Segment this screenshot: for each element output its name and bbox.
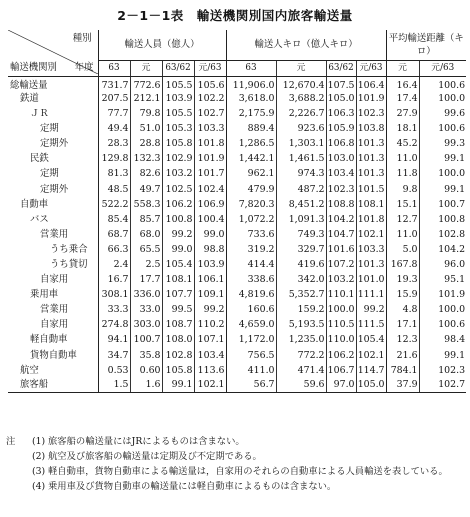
table-cell: 772.2	[276, 348, 326, 363]
table-cell: 106.1	[194, 272, 226, 287]
table-cell: 487.2	[276, 182, 326, 197]
note-item	[6, 449, 464, 464]
table-cell: 100.7	[130, 333, 162, 348]
table-cell: 96.0	[419, 257, 466, 272]
table-cell: 99.2	[194, 302, 226, 317]
table-cell: 104.2	[419, 242, 466, 257]
table-cell: 59.6	[276, 378, 326, 393]
table-cell: 274.8	[98, 318, 130, 333]
passenger-transport-table	[8, 30, 466, 393]
table-cell: 66.3	[98, 242, 130, 257]
corner-category-label: 種別	[72, 33, 92, 44]
table-cell: 56.7	[226, 378, 276, 393]
table-cell: 105.0	[356, 378, 386, 393]
table-cell: 101.8	[194, 136, 226, 151]
table-cell: 101.3	[356, 136, 386, 151]
table-cell: 105.4	[356, 333, 386, 348]
table-cell: 12,670.4	[276, 76, 326, 91]
table-cell: 160.6	[226, 302, 276, 317]
table-cell: 100.0	[419, 167, 466, 182]
note-prefix: 注	[6, 436, 16, 447]
table-cell: 784.1	[386, 363, 419, 378]
table-cell: 99.1	[419, 348, 466, 363]
row-label: 自家用	[40, 274, 69, 286]
table-cell: 48.5	[98, 182, 130, 197]
table-cell: 105.5	[162, 106, 194, 121]
table-cell: 107.5	[326, 76, 356, 91]
table-cell: 110.2	[194, 318, 226, 333]
table-cell: 81.3	[98, 167, 130, 182]
table-cell: 107.7	[162, 287, 194, 302]
notes-section	[6, 434, 464, 494]
table-cell: 207.5	[98, 91, 130, 106]
table-cell: 95.1	[419, 272, 466, 287]
table-cell: 1.5	[98, 378, 130, 393]
table-cell: 100.0	[419, 302, 466, 317]
table-cell: 103.8	[356, 121, 386, 136]
table-cell: 110.1	[326, 287, 356, 302]
table-cell: 108.1	[162, 272, 194, 287]
table-cell: 106.4	[356, 76, 386, 91]
subheader-cell: 63	[226, 60, 276, 76]
table-cell: 111.5	[356, 318, 386, 333]
table-cell: 342.0	[276, 272, 326, 287]
table-cell: 108.7	[162, 318, 194, 333]
note-item	[6, 479, 464, 494]
table-cell: 100.6	[419, 318, 466, 333]
note-number: (3)	[32, 466, 46, 477]
table-cell: 558.3	[130, 197, 162, 212]
table-cell: 102.1	[356, 227, 386, 242]
table-row	[8, 348, 466, 363]
table-cell: 102.3	[419, 363, 466, 378]
row-label: 乗用車	[30, 289, 59, 301]
table-cell: 100.4	[194, 212, 226, 227]
row-label: 軽自動車	[30, 334, 68, 346]
table-cell: 49.7	[130, 182, 162, 197]
table-cell: 12.7	[386, 212, 419, 227]
table-cell: 97.0	[326, 378, 356, 393]
table-cell: 111.1	[356, 287, 386, 302]
table-cell: 35.8	[130, 348, 162, 363]
table-cell: 103.9	[194, 257, 226, 272]
table-cell: 109.1	[194, 287, 226, 302]
table-cell: 114.7	[356, 363, 386, 378]
subheader-cell: 元/63	[419, 60, 466, 76]
table-row	[8, 287, 466, 302]
table-cell: 0.53	[98, 363, 130, 378]
table-row	[8, 333, 466, 348]
table-cell: 414.4	[226, 257, 276, 272]
table-title: 2－1－1表 輸送機関別国内旅客輸送量	[117, 8, 353, 23]
table-cell: 101.3	[356, 151, 386, 166]
table-cell: 107.2	[326, 257, 356, 272]
row-label: 旅客船	[8, 378, 98, 393]
table-cell: 102.8	[419, 227, 466, 242]
table-cell: 103.4	[326, 167, 356, 182]
table-cell: 100.7	[419, 197, 466, 212]
table-cell: 100.0	[326, 302, 356, 317]
table-row	[8, 212, 466, 227]
table-cell: 3,688.2	[276, 91, 326, 106]
table-cell: 102.2	[194, 91, 226, 106]
table-cell: 11,906.0	[226, 76, 276, 91]
row-label: 定期外	[40, 138, 69, 150]
table-cell: 100.8	[162, 212, 194, 227]
table-cell: 733.6	[226, 227, 276, 242]
table-row	[8, 76, 466, 91]
table-row	[8, 136, 466, 151]
table-cell: 731.7	[98, 76, 130, 91]
table-row	[8, 318, 466, 333]
table-cell: 11.0	[386, 227, 419, 242]
table-cell: 101.9	[356, 91, 386, 106]
corner-year-label: 年度	[74, 62, 94, 74]
table-cell: 99.2	[162, 227, 194, 242]
table-cell: 106.3	[326, 106, 356, 121]
table-cell: 974.3	[276, 167, 326, 182]
table-cell: 106.7	[326, 363, 356, 378]
table-row	[8, 121, 466, 136]
table-row	[8, 106, 466, 121]
table-cell: 159.2	[276, 302, 326, 317]
row-label: 営業用	[40, 228, 69, 240]
table-cell: 0.60	[130, 363, 162, 378]
table-row	[8, 257, 466, 272]
table-cell: 303.0	[130, 318, 162, 333]
table-cell: 11.8	[386, 167, 419, 182]
table-cell: 101.3	[356, 167, 386, 182]
table-cell: 1.6	[130, 378, 162, 393]
row-label: 総輸送量	[10, 79, 48, 91]
table-cell: 17.1	[386, 318, 419, 333]
subheader-cell: 元/63	[356, 60, 386, 76]
row-label: ＪＲ	[30, 108, 49, 120]
table-cell: 132.3	[130, 151, 162, 166]
row-label: 航空	[20, 364, 39, 376]
table-cell: 99.1	[162, 378, 194, 393]
table-cell: 2.5	[130, 257, 162, 272]
table-cell: 106.2	[326, 348, 356, 363]
table-cell: 99.1	[419, 182, 466, 197]
table-cell: 101.7	[194, 167, 226, 182]
table-cell: 103.3	[194, 121, 226, 136]
table-cell: 82.6	[130, 167, 162, 182]
table-cell: 110.0	[326, 333, 356, 348]
header-passenger-km: 輸送人キロ（億人キロ）	[226, 30, 386, 60]
note-prefix	[6, 449, 32, 464]
note-number: (1)	[32, 436, 46, 447]
table-row	[8, 91, 466, 106]
table-cell: 94.1	[98, 333, 130, 348]
table-cell: 4.8	[386, 302, 419, 317]
table-cell: 100.8	[419, 212, 466, 227]
table-row	[8, 378, 466, 393]
table-cell: 129.8	[98, 151, 130, 166]
note-prefix	[6, 464, 32, 479]
table-row	[8, 363, 466, 378]
row-label: 民鉄	[30, 153, 49, 165]
table-body	[8, 76, 466, 393]
table-cell: 5,193.5	[276, 318, 326, 333]
table-cell: 21.6	[386, 348, 419, 363]
table-cell: 106.9	[194, 197, 226, 212]
table-cell: 1,172.0	[226, 333, 276, 348]
table-cell: 1,235.0	[276, 333, 326, 348]
row-label: 営業用	[40, 304, 69, 316]
table-cell: 411.0	[226, 363, 276, 378]
table-row	[8, 151, 466, 166]
table-cell: 85.7	[130, 212, 162, 227]
table-cell: 11.0	[386, 151, 419, 166]
row-label: 自動車	[20, 198, 49, 210]
table-cell: 113.6	[194, 363, 226, 378]
note-number: (4)	[32, 481, 46, 492]
table-cell: 107.1	[194, 333, 226, 348]
table-cell: 99.2	[356, 302, 386, 317]
subheader-cell: 63/62	[162, 60, 194, 76]
table-cell: 12.3	[386, 333, 419, 348]
table-cell: 15.9	[386, 287, 419, 302]
table-cell: 104.2	[326, 212, 356, 227]
header-average-distance: 平均輸送距離（キロ）	[386, 30, 466, 60]
table-cell: 28.8	[130, 136, 162, 151]
table-cell: 105.0	[326, 91, 356, 106]
table-cell: 9.8	[386, 182, 419, 197]
table-cell: 7,820.3	[226, 197, 276, 212]
table-cell: 102.7	[419, 378, 466, 393]
table-cell: 102.1	[356, 348, 386, 363]
table-row	[8, 242, 466, 257]
table-row	[8, 272, 466, 287]
table-cell: 2.4	[98, 257, 130, 272]
table-cell: 1,072.2	[226, 212, 276, 227]
table-cell: 49.4	[98, 121, 130, 136]
table-cell: 105.8	[162, 136, 194, 151]
table-cell: 105.6	[194, 76, 226, 91]
header-corner-cell	[8, 30, 98, 76]
table-cell: 68.7	[98, 227, 130, 242]
note-item	[6, 434, 464, 449]
table-cell: 103.2	[162, 167, 194, 182]
table-cell: 336.0	[130, 287, 162, 302]
table-cell: 3,618.0	[226, 91, 276, 106]
table-cell: 101.5	[356, 182, 386, 197]
table-cell: 102.9	[162, 151, 194, 166]
table-cell: 923.6	[276, 121, 326, 136]
table-cell: 471.4	[276, 363, 326, 378]
note-text: 航空及び旅客船の輸送量は定期及び不定期である。	[48, 451, 262, 462]
table-row	[8, 302, 466, 317]
subheader-cell: 63/62	[326, 60, 356, 76]
subheader-cell: 63	[98, 60, 130, 76]
table-cell: 100.0	[419, 91, 466, 106]
table-cell: 106.8	[326, 136, 356, 151]
table-cell: 15.1	[386, 197, 419, 212]
table-cell: 338.6	[226, 272, 276, 287]
table-cell: 108.8	[326, 197, 356, 212]
table-cell: 99.6	[419, 106, 466, 121]
table-cell: 108.0	[162, 333, 194, 348]
table-cell: 98.8	[194, 242, 226, 257]
table-cell: 105.4	[162, 257, 194, 272]
table-cell: 102.8	[162, 348, 194, 363]
table-cell: 167.8	[386, 257, 419, 272]
table-cell: 1,286.5	[226, 136, 276, 151]
table-cell: 101.0	[356, 272, 386, 287]
subheader-cell: 元/63	[194, 60, 226, 76]
table-cell: 101.6	[326, 242, 356, 257]
table-cell: 51.0	[130, 121, 162, 136]
table-cell: 749.3	[276, 227, 326, 242]
note-text: 乗用車及び貨物自動車の輸送量には軽自動車によるものは含まない。	[48, 481, 337, 492]
subheader-cell: 元	[130, 60, 162, 76]
table-cell: 110.5	[326, 318, 356, 333]
table-row	[8, 197, 466, 212]
table-cell: 79.8	[130, 106, 162, 121]
table-cell: 34.7	[98, 348, 130, 363]
row-label: 鉄道	[20, 92, 39, 104]
table-cell: 105.9	[326, 121, 356, 136]
table-cell: 2,226.7	[276, 106, 326, 121]
table-cell: 329.7	[276, 242, 326, 257]
table-cell: 104.7	[326, 227, 356, 242]
table-cell: 105.5	[162, 76, 194, 91]
table-cell: 102.5	[162, 182, 194, 197]
table-cell: 889.4	[226, 121, 276, 136]
table-cell: 105.8	[162, 363, 194, 378]
note-text: 旅客船の輸送量にはJRによるものは含まない。	[48, 436, 245, 447]
table-cell: 45.2	[386, 136, 419, 151]
table-cell: 4,659.0	[226, 318, 276, 333]
table-cell: 37.9	[386, 378, 419, 393]
table-cell: 17.7	[130, 272, 162, 287]
table-cell: 99.3	[419, 136, 466, 151]
table-cell: 101.3	[356, 257, 386, 272]
table-cell: 28.3	[98, 136, 130, 151]
table-cell: 103.4	[194, 348, 226, 363]
table-row	[8, 227, 466, 242]
table-cell: 479.9	[226, 182, 276, 197]
subheader-cell: 元	[276, 60, 326, 76]
row-label: バス	[30, 213, 49, 225]
table-cell: 68.0	[130, 227, 162, 242]
table-cell: 33.0	[130, 302, 162, 317]
table-cell: 5.0	[386, 242, 419, 257]
subheader-cell: 元	[386, 60, 419, 76]
table-cell: 18.1	[386, 121, 419, 136]
table-cell: 102.3	[356, 106, 386, 121]
table-cell: 33.3	[98, 302, 130, 317]
table-cell: 65.5	[130, 242, 162, 257]
table-cell: 100.6	[419, 76, 466, 91]
table-cell: 8,451.2	[276, 197, 326, 212]
table-cell: 99.0	[162, 242, 194, 257]
row-label: 貨物自動車	[30, 349, 77, 361]
table-cell: 103.9	[162, 91, 194, 106]
table-cell: 103.0	[326, 151, 356, 166]
table-cell: 101.9	[419, 287, 466, 302]
table-cell: 27.9	[386, 106, 419, 121]
table-cell: 1,461.5	[276, 151, 326, 166]
table-cell: 319.2	[226, 242, 276, 257]
table-cell: 1,091.3	[276, 212, 326, 227]
table-cell: 100.6	[419, 121, 466, 136]
table-cell: 419.6	[276, 257, 326, 272]
row-label: 定期外	[40, 183, 69, 195]
table-cell: 98.4	[419, 333, 466, 348]
table-cell: 2,175.9	[226, 106, 276, 121]
table-cell: 5,352.7	[276, 287, 326, 302]
note-text: 軽自動車，貨物自動車による輸送量は，自家用のそれらの自動車による人員輸送を表している。	[48, 466, 448, 477]
table-cell: 101.9	[194, 151, 226, 166]
row-label: うち貸切	[50, 258, 88, 270]
row-label: 自家用	[40, 319, 69, 331]
table-cell: 108.1	[356, 197, 386, 212]
table-cell: 102.1	[194, 378, 226, 393]
table-cell: 85.4	[98, 212, 130, 227]
table-cell: 308.1	[98, 287, 130, 302]
table-cell: 99.1	[419, 151, 466, 166]
table-cell: 962.1	[226, 167, 276, 182]
note-prefix	[6, 479, 32, 494]
table-cell: 772.6	[130, 76, 162, 91]
table-cell: 77.7	[98, 106, 130, 121]
table-cell: 103.2	[326, 272, 356, 287]
table-cell: 4,819.6	[226, 287, 276, 302]
table-cell: 756.5	[226, 348, 276, 363]
table-cell: 106.2	[162, 197, 194, 212]
table-cell: 16.7	[98, 272, 130, 287]
corner-mode-label: 輸送機関別	[10, 62, 57, 74]
header-passengers: 輸送人員（億人）	[98, 30, 226, 60]
table-row	[8, 167, 466, 182]
row-label: 定期	[40, 123, 59, 135]
table-cell: 17.4	[386, 91, 419, 106]
table-cell: 19.3	[386, 272, 419, 287]
note-item	[6, 464, 464, 479]
table-cell: 102.7	[194, 106, 226, 121]
table-cell: 102.4	[194, 182, 226, 197]
table-cell: 103.3	[356, 242, 386, 257]
note-number: (2)	[32, 451, 46, 462]
table-cell: 522.2	[98, 197, 130, 212]
table-cell: 102.3	[326, 182, 356, 197]
table-cell: 1,442.1	[226, 151, 276, 166]
row-label: うち乗合	[50, 243, 88, 255]
row-label: 定期	[40, 168, 59, 180]
table-cell: 212.1	[130, 91, 162, 106]
table-row	[8, 182, 466, 197]
table-cell: 16.4	[386, 76, 419, 91]
table-cell: 101.8	[356, 212, 386, 227]
table-cell: 99.5	[162, 302, 194, 317]
table-cell: 1,303.1	[276, 136, 326, 151]
table-cell: 99.0	[194, 227, 226, 242]
table-cell: 105.3	[162, 121, 194, 136]
